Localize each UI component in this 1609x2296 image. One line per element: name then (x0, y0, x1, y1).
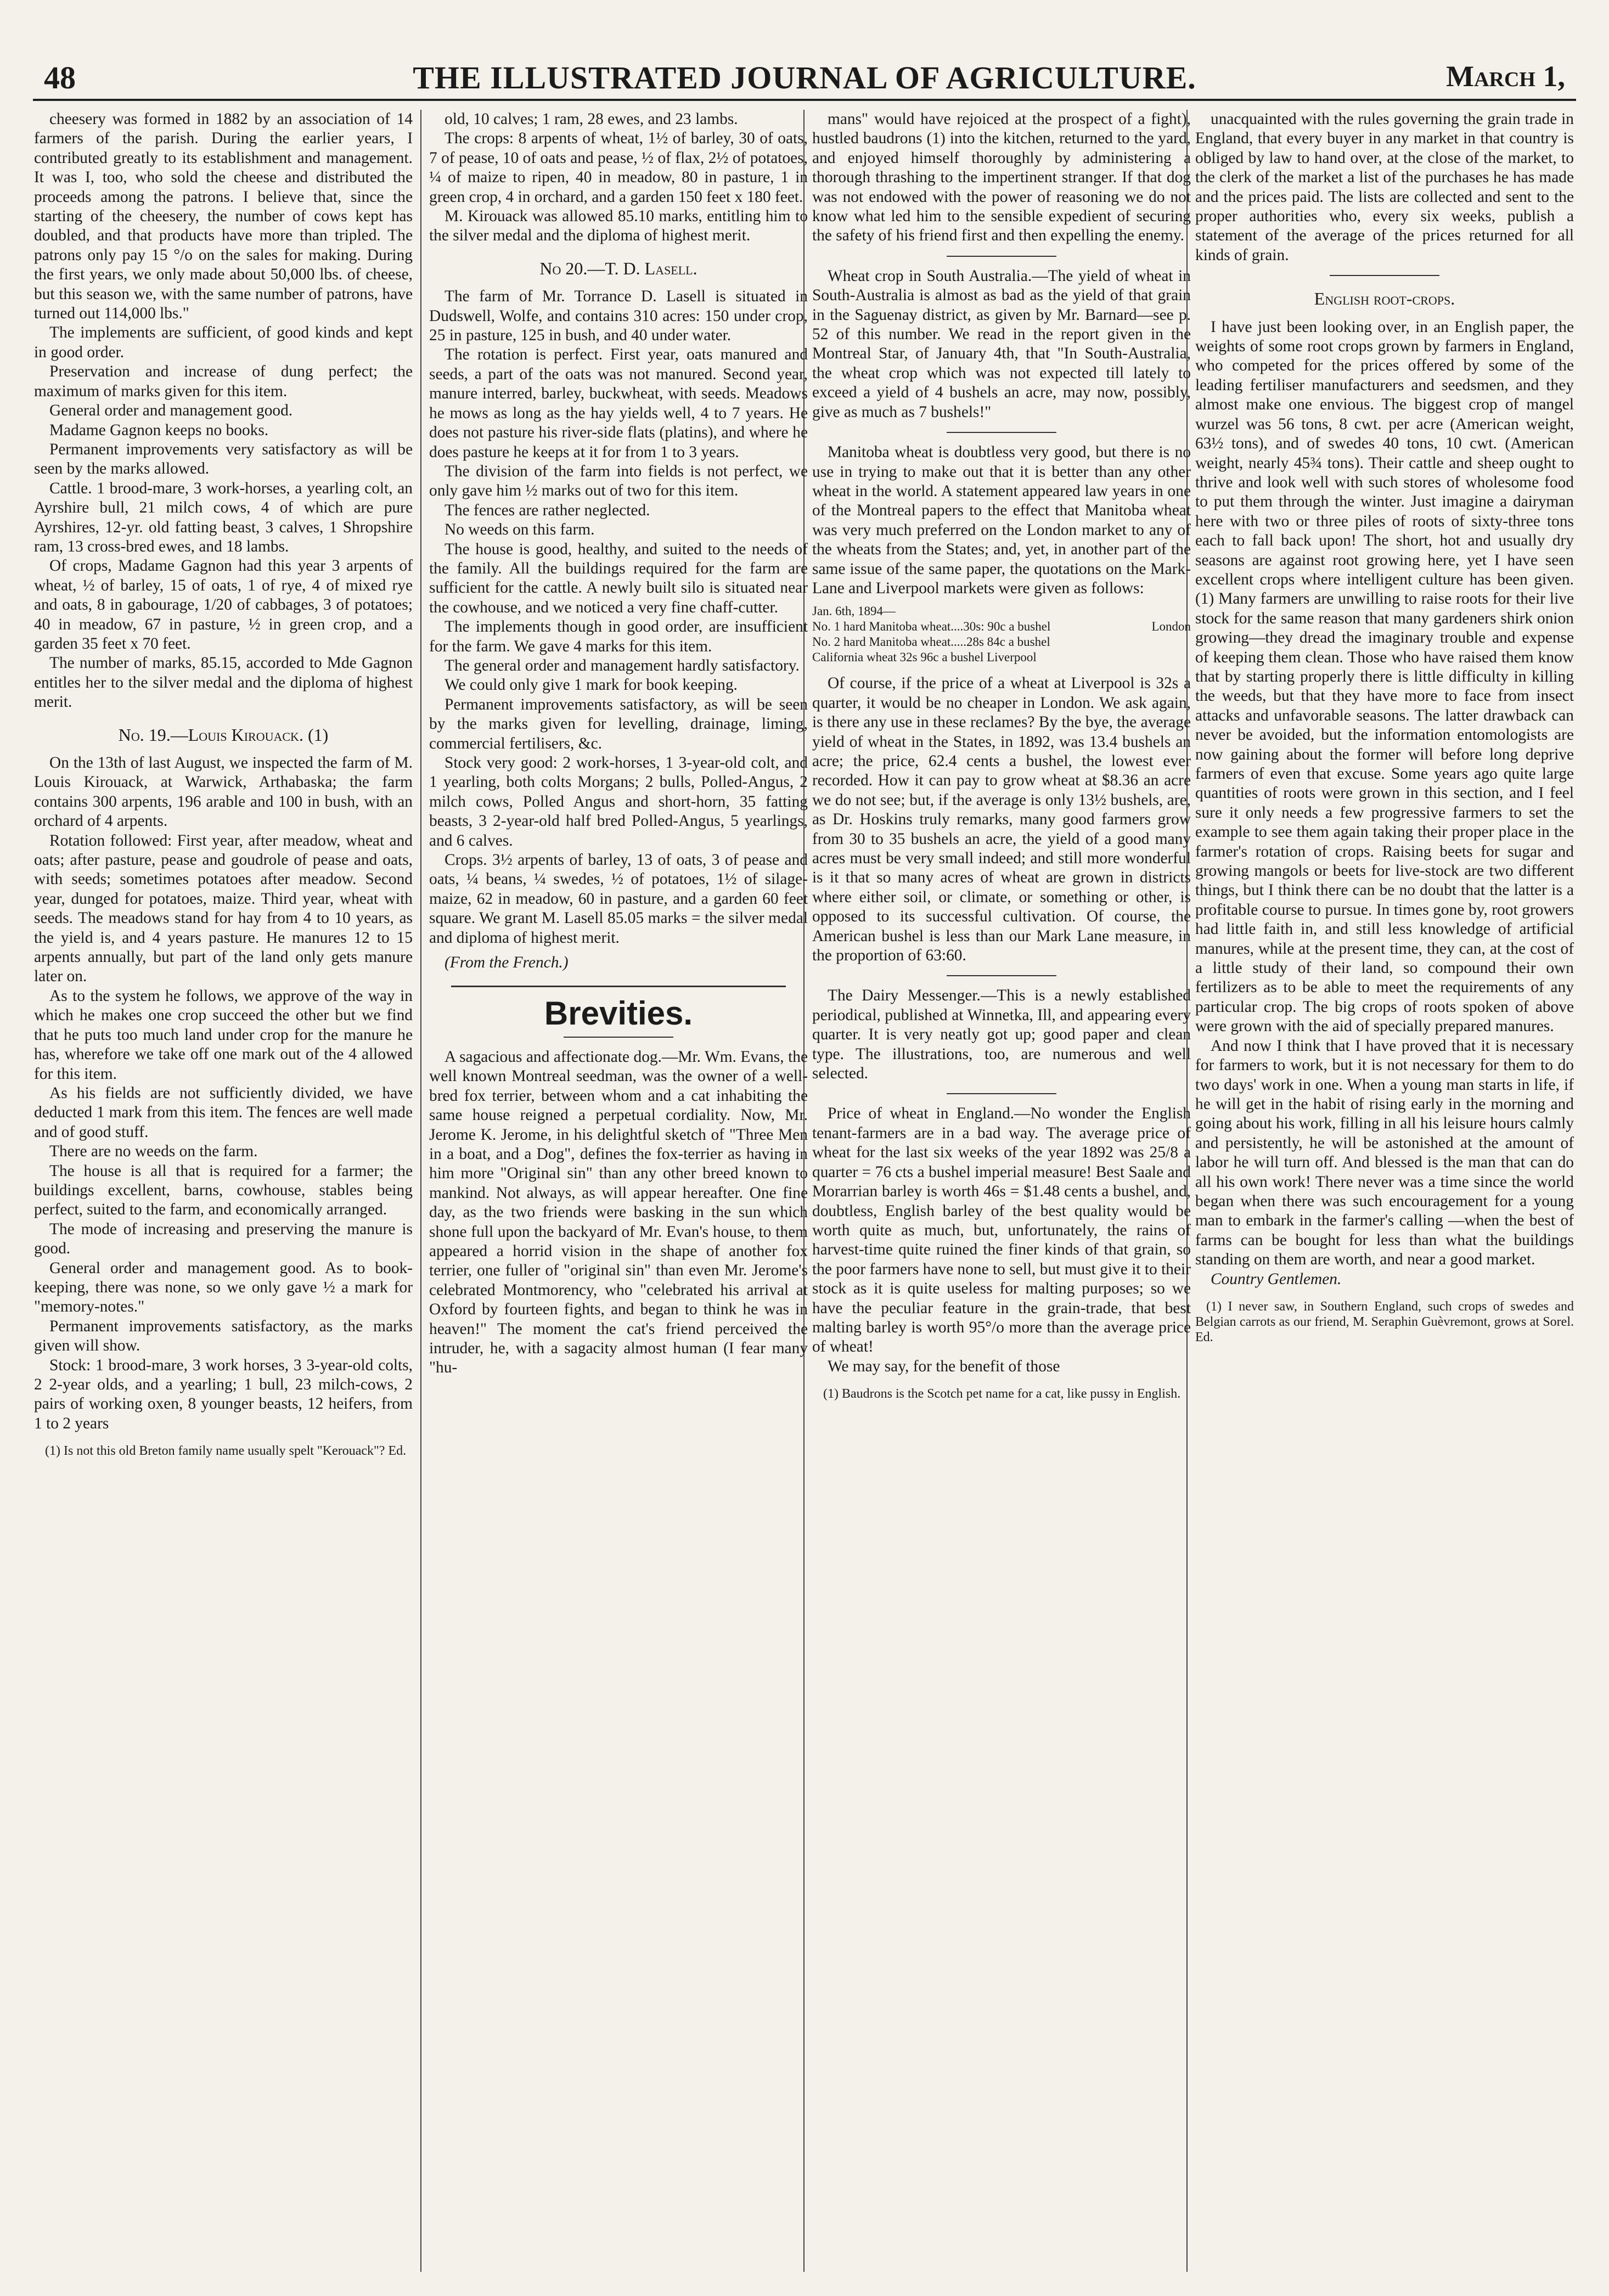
paragraph: old, 10 calves; 1 ram, 28 ewes, and 23 lambs. (445, 110, 738, 128)
paragraph: A sagacious and affectionate dog.—Mr. Wm. Evans, the well known Montreal seedman, was the owner of a well-bred fox terrier, between whom and a cat inhabiting the same house reigned a perpetual cordiality. Now, Mr. Jerome K. Jerome, in his delightful sketch of "Three Men in a boat, and a Dog", defines the fox-terrier as having in him more "Original sin" than any other breed known to mankind. Not always, as will appear hereafter. One fine day, as the two friends were basking in the sun which shone full upon the backyard of Mr. Evan's house, to them appeared a horrid vision in the shape of another fox terrier, one fuller of "original sin" than even Mr. Jerome's celebrated Montmorency, who "celebrated his arrival at Oxford by fourteen fights, and began to think he was in heaven!" The moment the cat's friend perceived the intruder, he, with a sagacity almost human (I fear many "hu- (429, 1048, 808, 1377)
paragraph: Stock very good: 2 work-horses, 1 3-year-old colt, and 1 yearling, both colts Morgans; 2 bulls, Polled-Angus, 2 milch cows, Polled Angus and short-horn, 35 fatting beasts, 3 2-year-old half bred Polled-Angus, 5 yearlings, and 6 calves. (429, 754, 808, 849)
column-rule (420, 110, 421, 2272)
paragraph: Price of wheat in England.—No wonder the English tenant-farmers are in a bad way. The average price of wheat for the last six weeks of the year 1892 was 25/8 a quarter = 76 cts a bushel imperial measure! Best Saale and Morarrian barley is worth 46s = $1.48 cents a bushel, and, doubtless, English barley of the best quality would be worth quite as much, but, unfortunately, the rains of harvest-time quite ruined the finer kinds of that grain, so the poor farmers have none to sell, but must give it to their stock as it is quite useless for malting purposes; so we have the peculiar feature in the grain-trade, that best malting barley is worth 95°/o more than the average price of wheat! (812, 1105, 1191, 1356)
paragraph: The farm of Mr. Torrance D. Lasell is situated in Dudswell, Wolfe, and contains 310 acres: 150 under crop, 25 in pasture, 125 in bush, and 40 under water. (429, 288, 808, 345)
page-header (33, 55, 1576, 101)
column-2 (429, 110, 808, 2272)
paragraph: General order and management good. As to book-keeping, there was none, so we only gave ½ a mark for "memory-notes." (34, 1259, 413, 1316)
quotation-date: Jan. 6th, 1894— (812, 604, 896, 618)
paragraph: The mode of increasing and preserving the manure is good. (34, 1220, 413, 1258)
footnote: (1) I never saw, in Southern England, such crops of swedes and Belgian carrots as our friend, M. Seraphin Guèvremont, grows at Sorel. Ed. (1195, 1299, 1574, 1344)
item-divider (1330, 275, 1439, 276)
section-heading: English root-crops. (1314, 289, 1455, 309)
source-credit: (From the French.) (445, 954, 569, 972)
wheat-quotations (812, 604, 1191, 665)
page-number: 48 (44, 60, 76, 95)
paragraph: There are no weeds on the farm. (49, 1143, 258, 1161)
paragraph: The house is good, healthy, and suited to the needs of the family. All the buildings required for the farm are sufficient for the cattle. A newly built silo is situated near the cowhouse, and we noticed a very fine chaff-cutter. (429, 540, 808, 616)
quotation-row: No. 2 hard Manitoba wheat.....28s 84c a bushel (812, 635, 1050, 649)
column-1 (34, 110, 413, 2272)
paragraph: Crops. 3½ arpents of barley, 13 of oats, 3 of pease and oats, ¼ beans, ¼ swedes, ½ of potatoes, 1½ of silage-maize, 62 in meadow, 60 in pasture, and a garden 60 feet square. We grant M. Lasell 85.05 marks = the silver medal and diploma of highest merit. (429, 851, 808, 947)
paragraph: mans" would have rejoiced at the prospect of a fight), hustled baudrons (1) into the kitchen, returned to the yard, and enjoyed himself thoroughly by administering a thorough thrashing to the impertinent stranger. If that dog was not endowed with the power of reasoning we do not know what led him to the sensible expedient of securing the safety of his friend first and then expelling the enemy. (812, 110, 1191, 245)
paragraph: Cattle. 1 brood-mare, 3 work-horses, a yearling colt, an Ayrshire bull, 21 milch cows, 4 of which are pure Ayrshires, 12-yr. old fatting beast, 3 calves, 1 Shropshire ram, 13 cross-bred ewes, and 18 lambs. (34, 479, 413, 555)
heading-underline (564, 1037, 673, 1038)
paragraph: cheesery was formed in 1882 by an association of 14 farmers of the parish. During the earlier years, I contributed greatly to its establishment and management. It was I, too, who sold the cheese and distributed the proceeds among the patrons. I believe that, since the starting of the cheesery, the number of cows kept has doubled, and that products have more than tripled. The patrons only pay 15 °/o on the sales for making. During the first years, we only made about 50,000 lbs. of cheese, but this season we, with the same number of patrons, have turned out 114,000 lbs." (34, 110, 413, 323)
paragraph: The Dairy Messenger.—This is a newly established periodical, published at Winnetka, Ill, and appearing every quarter. It is very neatly got up; good paper and clean type. The illustrations, too, are numerous and well selected. (812, 987, 1191, 1083)
paragraph: M. Kirouack was allowed 85.10 marks, entitling him to the silver medal and the diploma of highest merit. (429, 207, 808, 245)
source-credit: Country Gentlemen. (1211, 1270, 1342, 1288)
paragraph: We may say, for the benefit of those (828, 1357, 1060, 1375)
footnote: (1) Baudrons is the Scotch pet name for a cat, like pussy in English. (823, 1387, 1181, 1402)
paragraph: General order and management good. (49, 402, 293, 420)
brevities-heading: Brevities. (544, 995, 693, 1032)
paragraph: Stock: 1 brood-mare, 3 work horses, 3 3-year-old colts, 2 2-year olds, and a yearling; 1 bull, 23 milch-cows, 2 pairs of working oxen, 8 younger beasts, 12 heifers, from 1 to 2 years (34, 1356, 413, 1432)
quotation-row (812, 619, 1191, 634)
paragraph: The rotation is perfect. First year, oats manured and seeds, a part of the oats was not manured. Second year, manure interred, barley, buckwheat, with seeds. Meadows he mows as long as the hay yields well, 4 to 7 years. He does not pasture his river-side flats (platins), and where he does pasture he keeps at it for from 1 to 3 years. (429, 346, 808, 461)
issue-date: March 1, (1446, 60, 1565, 93)
column-4 (1195, 110, 1574, 2272)
paragraph: The number of marks, 85.15, accorded to Mde Gagnon entitles her to the silver medal and the diploma of highest merit. (34, 654, 413, 711)
section-heading: No 20.—T. D. Lasell. (539, 258, 697, 278)
paragraph: The house is all that is required for a farmer; the buildings excellent, barns, cowhouse, stables being perfect, suited to the farm, and economically arranged. (34, 1162, 413, 1219)
paragraph: Permanent improvements satisfactory, as the marks given will show. (34, 1317, 413, 1355)
paragraph: The implements are sufficient, of good kinds and kept in good order. (34, 324, 413, 361)
paragraph: On the 13th of last August, we inspected the farm of M. Louis Kirouack, at Warwick, Arthabaska; the farm contains 300 arpents, 196 arable and 100 in bush, with an orchard of 4 arpents. (34, 754, 413, 830)
paragraph: Wheat crop in South Australia.—The yield of wheat in South-Australia is almost as bad as the yield of that grain in the Saguenay district, as given by Mr. Barnard—see p. 52 of this number. We read in the report given in the Montreal Star, of January 4th, that "In South-Australia, the wheat crop which was not expected till lately to exceed a yield of 4 bushels an acre, may now, possibly, give as much as 7 bushels!" (812, 267, 1191, 421)
paragraph: The implements though in good order, are insufficient for the farm. We gave 4 marks for this item. (429, 618, 808, 655)
quotation-row: California wheat 32s 96c a bushel Liverpool (812, 650, 1037, 665)
paragraph: Madame Gagnon keeps no books. (49, 421, 269, 439)
paragraph: The crops: 8 arpents of wheat, 1½ of barley, 30 of oats, 7 of pease, 10 of oats and pease, ½ of flax, 2½ of potatoes, ¼ of maize to ripen, 40 in meadow, 80 in pasture, 1 in green crop, 4 in orchard, and a garden 150 feet x 180 feet. (429, 130, 808, 206)
paragraph: The fences are rather neglected. (445, 501, 650, 519)
paragraph: We could only give 1 mark for book keeping. (445, 676, 738, 694)
paragraph: No weeds on this farm. (445, 521, 595, 539)
section-heading: No. 19.—Louis Kirouack. (1) (118, 724, 329, 745)
paragraph: Permanent improvements satisfactory, as will be seen by the marks given for levelling, drainage, liming, commercial fertilisers, &c. (429, 695, 808, 752)
section-divider (451, 986, 786, 987)
item-divider (947, 975, 1056, 976)
item-divider (947, 1093, 1056, 1094)
quotation-market: London (1151, 620, 1191, 634)
item-divider (947, 432, 1056, 433)
paragraph: Of crops, Madame Gagnon had this year 3 arpents of wheat, ½ of barley, 15 of oats, 1 of rye, 4 of mixed rye and oats, 8 in gabourage, 1/20 of cabbages, 3 of potatoes; 40 in meadow, 67 in pasture, ½ in green crop, and a garden 35 feet x 70 feet. (34, 557, 413, 652)
footnote: (1) Is not this old Breton family name usually spelt "Kerouack"? Ed. (45, 1444, 407, 1459)
column-3 (812, 110, 1191, 2272)
paragraph: Rotation followed: First year, after meadow, wheat and oats; after pasture, pease and goudrole of pease and oats, with seeds; sometimes potatoes after meadow. Second year, dunged for potatoes, maize. Third year, wheat with seeds. The meadows stand for hay from 4 to 10 years, as the yield is, and 4 years pasture. He manures 12 to 15 arpents annually, but part of the land only gets manure later on. (34, 831, 413, 986)
paragraph: Manitoba wheat is doubtless very good, but there is no use in trying to make out that it is better than any other wheat in the world. A statement appeared law years in one of the Montreal papers to the effect that Manitoba wheat was very much preferred on the London market to any of the wheats from the States; and, yet, in another part of the same issue of the same paper, the quotations on the Mark-Lane and Liverpool markets were given as follows: (812, 443, 1191, 597)
quotation-text: No. 1 hard Manitoba wheat....30s: 90c a bushel (812, 620, 1051, 634)
paragraph: Of course, if the price of a wheat at Liverpool is 32s a quarter, it would be no cheaper in London. We ask again, is there any use in these reclames? By the bye, the average yield of wheat in the States, in 1892, was 13.4 bushels an acre; the price, 62.4 cents a bushel, the lowest ever recorded. How it can pay to grow wheat at $8.36 an acre we do not see; but, if the average is only 13½ bushels, are, as Dr. Hoskins truly remarks, many good farmers grow from 30 to 35 bushels an acre, the yield of a good many acres must be very small indeed; and still more wonderful is it that so many acres of wheat are grown in districts where either soil, or climate, or something or other, is opposed to its successful cultivation. Of course, the American bushel is less than our Mark Lane measure, in the proportion of 63:60. (812, 674, 1191, 965)
paragraph: As to the system he follows, we approve of the way in which he makes one crop succeed the other but we find that he puts too much land under crop for the manure he has, wherefore we take off one mark out of the 4 allowed for this item. (34, 987, 413, 1083)
journal-title: THE ILLUSTRATED JOURNAL OF AGRICULTURE. (413, 60, 1196, 95)
paragraph: And now I think that I have proved that it is necessary for farmers to work, but it is not necessary for them to do two days' work in one. When a young man starts in life, if he will get in the habit of rising early in the morning and going about his work, filling in all his leisure hours calmly and persistently, he will be astonished at the amount of labor he will turn off. And blessed is the man that can do all his own work! There never was a time since the world began when there was such encouragement for a young man to embark in the farmer's calling —when the best of farms can be bought for less than what the buildings standing on them are worth, and near a good market. (1195, 1037, 1574, 1269)
paragraph: unacquainted with the rules governing the grain trade in England, that every buyer in any market in that country is obliged by law to hand over, at the close of the market, to the clerk of the market a list of the purchases he has made and the prices paid. The lists are collected and sent to the proper authorities who, every six weeks, publish a statement of the average of the prices returned for all kinds of grain. (1195, 110, 1574, 264)
paragraph: The division of the farm into fields is not perfect, we only gave him ½ marks out of two for this item. (429, 462, 808, 500)
paragraph: The general order and management hardly satisfactory. (445, 656, 800, 674)
paragraph: Permanent improvements very satisfactory as will be seen by the marks allowed. (34, 440, 413, 478)
item-divider (947, 256, 1056, 257)
paragraph: I have just been looking over, in an English paper, the weights of some root crops grown by farmers in England, who competed for the prices offered by some of the leading fertiliser manufacturers and seedsmen, and they almost make one envious. The biggest crop of mangel wurzel was 56 tons, 8 cwt. per acre (American weight, 63½ tons), and of swedes 40 tons, 10 cwt. (American weight, nearly 45¾ tons). Their cattle and sheep ought to thrive and look well with such stores of wholesome food to put them through the winter. Just imagine a dairyman here with two or three piles of roots of sixty-three tons each to fall back upon! The short, hot and usually dry seasons are against root growing here, yet I have seen excellent crops where intelligent culture has been given. (1) Many farmers are unwilling to raise roots for their live stock for the same reason that many gardeners shirk onion growing—they dread the imaginary trouble and expense of keeping them clean. Those who have raised them know that by starting properly there is little difficulty in killing the weeds, but that they have more to face from insect attacks and unfavorable seasons. The latter drawback can never be avoided, but the information entomologists are now gaining about the former will before long deprive farmers of even that excuse. Some years ago quite large quantities of roots were grown in this section, and I feel sure it only needs a few progressive farmers to set the example to see them again taking their proper place in the farmer's rotation of crops. Raising beets for sugar and growing mangols or beets for live-stock are two different things, but I think there can be no doubt that the latter is a profitable course to pursue. In times gone by, root growers had little faith in, and still less knowledge of artificial manures, while at the present time, they can, at the cost of a little study of their land, so compound their own fertilizers as to be able to meet the requirements of any particular crop. The big crops of roots spoken of above were grown with the aid of specially prepared manures. (1195, 318, 1574, 1036)
paragraph: As his fields are not sufficiently divided, we have deducted 1 mark from this item. The fences are well made and of good stuff. (34, 1084, 413, 1141)
paragraph: Preservation and increase of dung perfect; the maximum of marks given for this item. (34, 363, 413, 400)
